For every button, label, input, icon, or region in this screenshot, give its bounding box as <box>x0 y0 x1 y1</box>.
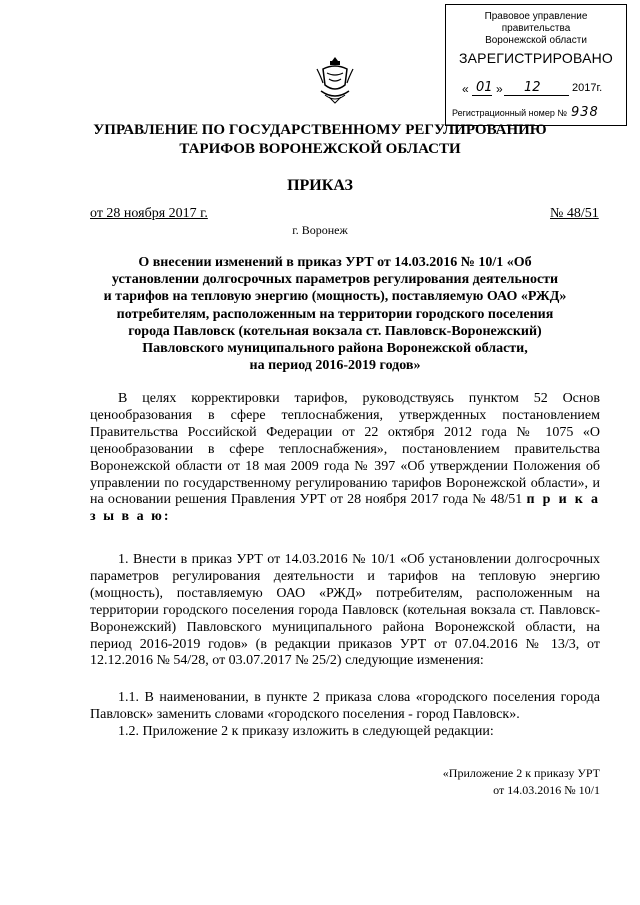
stamp-month: 12 <box>524 80 541 95</box>
preamble-paragraph <box>90 391 600 526</box>
appendix-reference <box>443 765 600 799</box>
document-type: ПРИКАЗ <box>287 177 353 194</box>
preamble-text: В целях корректировки тарифов, руководствуясь пунктом 52 Основ ценообразования в сфере теплоснабжения, утвержденных постановлением Правительства Российской Федерации от 22 октября 2012 года № 1075 «О ценообразовании в сфере теплоснабжения», постановлением правительства Воронежской области от 18 мая 2009 года № 397 «Об утверждении Положения об управлении по государственному регулированию тарифов Воронежской области», и на основании решения Правления УРТ от 28 ноября 2017 года № 48/51 <box>90 391 600 508</box>
stamp-organization <box>452 11 620 47</box>
item-1-1-paragraph: 1.1. В наименовании, в пункте 2 приказа слова «городского поселения города Павловск» заменить словами «городского поселения - город Павловск». <box>90 690 600 722</box>
stamp-org-line2: Воронежской области <box>485 35 587 46</box>
stamp-org-line1: Правовое управление правительства <box>484 11 588 34</box>
stamp-date <box>454 80 619 98</box>
coat-of-arms-icon <box>315 55 355 105</box>
subject-line: Павловского муниципального района Воронежской области, <box>142 341 528 357</box>
subject-line: О внесении изменений в приказ УРТ от 14.03.2016 № 10/1 «Об <box>138 255 532 270</box>
stamp-reg-number-value: 938 <box>571 105 599 120</box>
stamp-year: 2017г. <box>572 82 603 94</box>
order-word: п р и к а з ы в а ю: <box>90 492 601 525</box>
stamp-month-line <box>504 95 569 96</box>
document-date: от 28 ноября 2017 г. <box>90 206 208 221</box>
document-subject <box>70 254 600 374</box>
subject-line: и тарифов на тепловую энергию (мощность), поставляемую ОАО «РЖД» <box>103 289 567 305</box>
registration-stamp <box>445 4 627 126</box>
stamp-reg-number-label: Регистрационный номер № <box>452 108 568 118</box>
stamp-quote-open: « <box>462 82 469 96</box>
subject-line: установлении долгосрочных параметров регулирования деятельности <box>111 272 559 288</box>
subject-line: потребителям, расположенным на территории городского поселения <box>116 306 554 322</box>
stamp-day-line <box>472 95 492 96</box>
item-1-paragraph: 1. Внести в приказ УРТ от 14.03.2016 № 10/1 «Об установлении долгосрочных параметров регулирования деятельности и тарифов на тепловую энергию (мощность), поставляемую ОАО «РЖД» потребителям, расположенным на территории городского поселения города Павловск (котельная вокзала ст. Павловск-Воронежский) Павловского муниципального района Воронежской области, на период 2016-2019 годов» (в редакции приказов УРТ от 07.04.2016 № 13/3, от 12.12.2016 № 54/28, от 03.07.2017 № 25/2) следующие изменения: <box>90 552 600 669</box>
stamp-registered-label: ЗАРЕГИСТРИРОВАНО <box>458 50 614 66</box>
organization-name-line1: УПРАВЛЕНИЕ ПО ГОСУДАРСТВЕННОМУ РЕГУЛИРОВАНИЮ <box>93 122 547 138</box>
document-number: № 48/51 <box>550 206 599 221</box>
subject-line: на период 2016-2019 годов» <box>249 358 421 374</box>
stamp-quote-close: » <box>496 82 503 96</box>
document-city: г. Воронеж <box>292 223 348 237</box>
item-1-2-paragraph: 1.2. Приложение 2 к приказу изложить в следующей редакции: <box>118 724 494 739</box>
stamp-day: 01 <box>476 80 493 95</box>
appendix-line1: «Приложение 2 к приказу УРТ <box>442 766 600 780</box>
organization-name-line2: ТАРИФОВ ВОРОНЕЖСКОЙ ОБЛАСТИ <box>179 141 461 157</box>
subject-line: города Павловск (котельная вокзала ст. Павловск-Воронежский) <box>128 323 542 339</box>
stamp-reg-number <box>452 105 599 120</box>
appendix-line2: от 14.03.2016 № 10/1 <box>493 783 600 797</box>
